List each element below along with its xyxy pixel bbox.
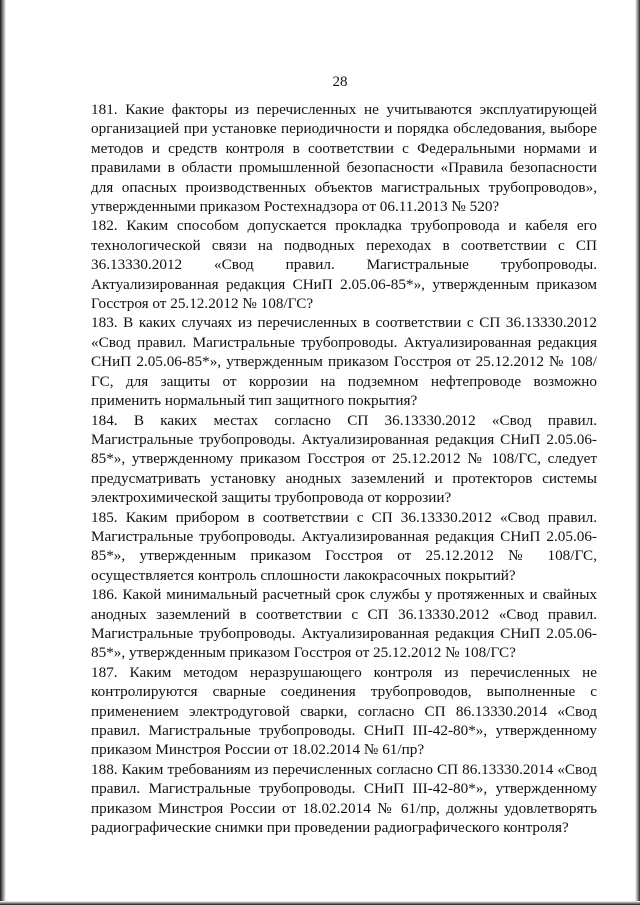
question-number: 182. — [91, 217, 118, 235]
question-183 — [91, 313, 597, 410]
question-text: Каким способом допускается прокладка трубопровода и кабеля его технологической связи на подводных переходах в соответствии с СП 36.13330.2012 «Свод правил. Магистральные трубопроводы. Актуализированная редакция СНиП 2.05.06-85*», утвержденным приказом Госстроя от 25.12.2012 № 108/ГС? — [91, 217, 597, 313]
question-181 — [91, 100, 597, 216]
question-182 — [91, 216, 597, 313]
question-184 — [91, 411, 597, 508]
question-number: 188. — [91, 760, 118, 778]
question-number: 183. — [91, 314, 118, 332]
question-185 — [91, 508, 597, 586]
question-number: 181. — [91, 101, 118, 118]
scan-edge-bottom — [0, 901, 640, 905]
question-number: 185. — [91, 508, 118, 526]
question-number: 186. — [91, 586, 118, 604]
question-text: Какой минимальный расчетный срок службы у протяженных и свайных анодных заземлений в соответствии с СП 36.13330.2012 «Свод правил. Магистральные трубопроводы. Актуализированная редакция СНиП 2.05.06-85*», утвержденным приказом Госстроя от 25.12.2012 № 108/ГС? — [91, 586, 597, 662]
question-text: Какие факторы из перечисленных не учитываются эксплуатирующей организацией при установке периодичности и порядка обследования, выборе методов и средств контроля в соответствии с Федеральными нормами и правилами в области промышленной безопасности «Правила безопасности для опасных производственных объектов магистральных трубопроводов», утвержденными приказом Ростехнадзора от 06.11.2013 № 520? — [91, 101, 597, 216]
question-list — [91, 100, 597, 837]
question-text: Каким прибором в соответствии с СП 36.13330.2012 «Свод правил. Магистральные трубопроводы. Актуализированная редакция СНиП 2.05.06-85*», утвержденным приказом Госстроя от 25.12.2012 № 108/ГС, осуществляется контроль сплошности лакокрасочных покрытий? — [91, 508, 598, 584]
question-188 — [91, 760, 597, 838]
question-187 — [91, 663, 597, 760]
question-text: Каким требованиям из перечисленных согласно СП 86.13330.2014 «Свод правил. Магистральные трубопроводы. СНиП III-42-80*», утвержденному приказом Минстроя России от 18.02.2014 № 61/пр, должны удовлетворять радиографические снимки при проведении радиографического контроля? — [91, 760, 598, 837]
question-number: 184. — [91, 411, 118, 429]
scan-edge-left — [0, 0, 6, 905]
scan-edge-right — [635, 0, 640, 905]
page-number: 28 — [332, 74, 348, 90]
question-text: Каким методом неразрушающего контроля из перечисленных не контролируются сварные соединения трубопроводов, выполненные с применением электродуговой сварки, согласно СП 86.13330.2014 «Свод правил. Магистральные трубопроводы. СНиП III-42-80*», утвержденному приказом Минстроя России от 18.02.2014 № 61/пр? — [91, 663, 597, 759]
question-text: В каких случаях из перечисленных в соответствии с СП 36.13330.2012 «Свод правил. Магистральные трубопроводы. Актуализированная редакция СНиП 2.05.06-85*», утвержденным приказом Госстроя от 25.12.2012 № 108/ГС, для защиты от коррозии на подземном нефтепроводе возможно применить нормальный тип защитного покрытия? — [91, 314, 598, 410]
question-text: В каких местах согласно СП 36.13330.2012 «Свод правил. Магистральные трубопроводы. Актуализированная редакция СНиП 2.05.06-85*», утвержденному приказом Госстроя от 25.12.2012 № 108/ГС, следует предусматривать установку анодных заземлений и протекторов системы электрохимической защиты трубопровода от коррозии? — [91, 411, 598, 507]
question-186 — [91, 585, 597, 663]
question-number: 187. — [91, 663, 118, 681]
